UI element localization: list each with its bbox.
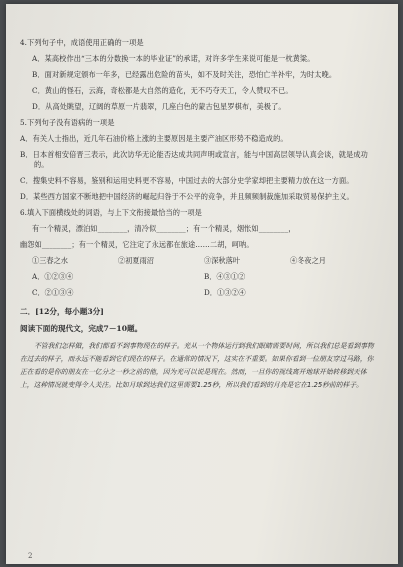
question-4-stem: 4.下列句子中，成语使用正确的一项是 <box>20 38 144 47</box>
question-6-items <box>32 256 376 266</box>
question-5-stem: 5.下列句子没有语病的一项是 <box>20 118 115 127</box>
question-4-option-d: D．从高处眺望，辽阔的草原一片翡翠，几座白色的蒙古包星罗棋布，美极了。 <box>32 102 286 111</box>
exam-page <box>6 4 398 564</box>
question-6-item-3: ③深秋落叶 <box>204 256 240 265</box>
reading-instruction: 阅读下面的现代文，完成7－10题。 <box>20 324 143 333</box>
reading-passage: 不管我们怎样做，我们都看不到事物现在的样子。光从一个物体运行到我们眼睛需要时间，所以我们总是看到事物在过去的样子，而永远不能看到它们现在的样子。在通常的情况下，这实在不重要。如果你看到一位朋友穿过马路，你正在看的是你的朋友在一亿分之一秒之前的他，因为光可以说是现在。然而，一旦你的视线离开地球开始转移到天体上，这种情况就变得令人关注。比如月球到达我们这里需要1.25秒，所以我们看到的月亮是它在1.25秒前的样子。 <box>20 342 374 389</box>
question-6-blank-line-2: 幽怨如________；有一个精灵，它注定了永远都在旅途……二胡，呵呐。 <box>20 240 254 249</box>
question-6-options-cd <box>32 288 376 298</box>
question-4-option-a: A．某高校作出“三本的分数换一本的毕业证”的承诺，对许多学生来说可能是一枕黄粱。 <box>32 54 315 63</box>
question-5-option-d: D．某些西方国家不断地把中国经济的崛起归咎于不公平的竞争，并且频频制裁施加采取贸易保护主义。 <box>20 192 354 201</box>
question-6-option-b: B．④③①② <box>204 272 246 281</box>
question-5-option-c: C．搜集史料不容易，鉴别和运用史料更不容易，中国过去的大部分史学家却把主要精力放在这一方面。 <box>20 176 354 185</box>
page-content <box>20 38 376 396</box>
question-4-option-b: B．面对新规定颁布一年多，已经露出危险的苗头，如不及时关注，恐怕亡羊补牢，为时太晚。 <box>32 70 337 79</box>
page-number: 2 <box>28 552 33 560</box>
section-heading: 二．[12分，每小题3分] <box>20 307 104 316</box>
question-6-option-c: C．②①③④ <box>32 288 74 297</box>
question-6-blank-line-1: 有一个精灵，漂泊如________，清冷似________；有一个精灵，烟怅如________， <box>32 224 296 233</box>
question-5-option-a: A．有关人士指出，近几年石油价格上涨的主要原因是主要产油区形势不稳造成的。 <box>20 134 288 143</box>
question-4-option-c: C．黄山的怪石，云海，奇松都是大自然的造化，无不巧夺天工，令人赞叹不已。 <box>32 86 293 95</box>
question-6-item-2: ②初夏雨沼 <box>118 256 154 265</box>
question-6-stem: 6.填入下面横线处的词语，与上下文衔接最恰当的一项是 <box>20 208 202 217</box>
question-6-options-ab <box>32 272 376 282</box>
question-6-item-1: ①三春之水 <box>32 256 68 265</box>
question-6-item-4: ④冬夜之月 <box>290 256 326 265</box>
question-5-option-b: B．日本首相安倍晋三表示，此次访华无论能否达成共同声明或宣言，能与中国高层领导认真会谈，就是成功的。 <box>20 150 368 169</box>
question-6-option-d: D．①③②④ <box>204 288 246 297</box>
question-6-option-a: A．①②③④ <box>32 272 74 281</box>
